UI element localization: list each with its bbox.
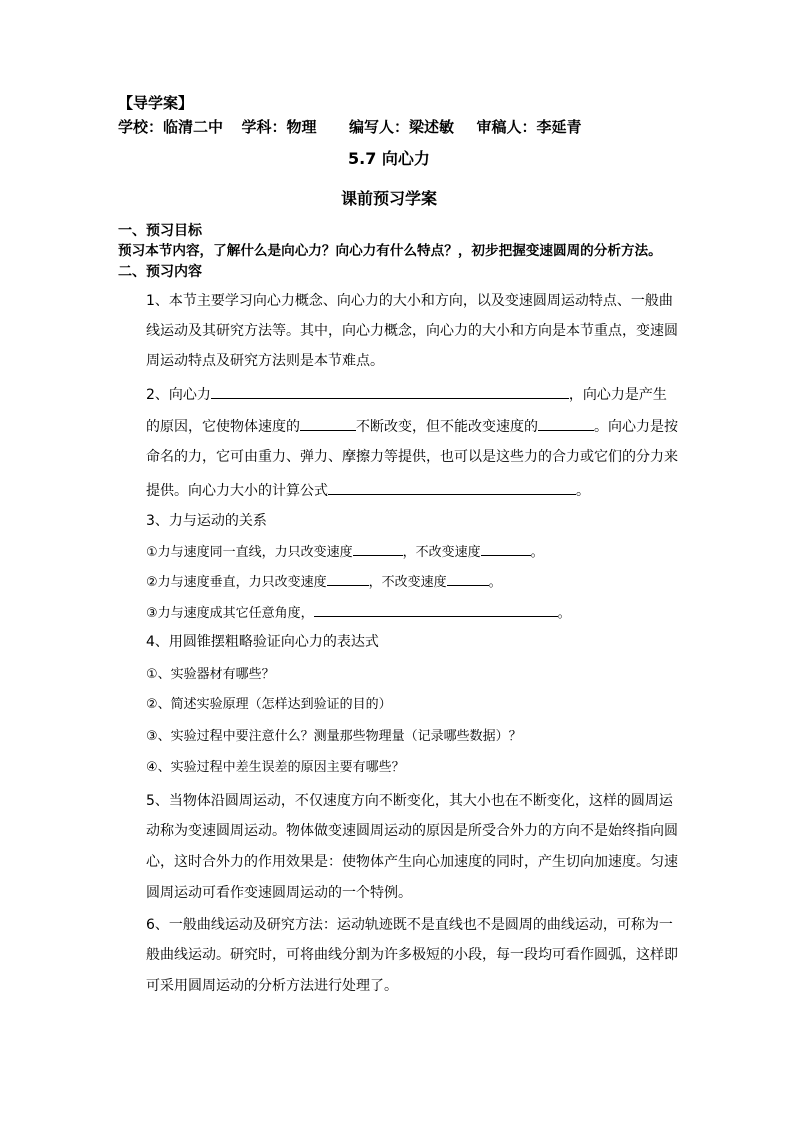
school-label: 学校：临清二中 bbox=[118, 118, 224, 136]
p3-item3 bbox=[146, 602, 571, 623]
p3-text: ②力与速度垂直，力只改变速度 bbox=[146, 575, 327, 590]
blank-field[interactable] bbox=[538, 416, 594, 431]
p2-text: 不断改变，但不能改变速度的 bbox=[356, 419, 538, 435]
blank-field[interactable] bbox=[327, 571, 369, 586]
sec1-heading: 一、预习目标 bbox=[118, 223, 202, 239]
p2-text: 。 bbox=[576, 483, 590, 499]
blank-field[interactable] bbox=[328, 480, 576, 495]
p5-line1: 5、当物体沿圆周运动，不仅速度方向不断变化，其大小也在不断变化，这样的圆周运 bbox=[146, 793, 673, 809]
p3-text: 。 bbox=[557, 606, 571, 621]
sec2-heading: 二、预习内容 bbox=[118, 264, 202, 280]
blank-field[interactable] bbox=[447, 571, 489, 586]
p3-item1 bbox=[146, 541, 544, 562]
p5-line2: 动称为变速圆周运动。物体做变速圆周运动的原因是所受合外力的方向不是始终指向圆 bbox=[146, 823, 678, 839]
lesson-title: 5.7 向心力 bbox=[348, 149, 430, 168]
author-label: 编写人：梁述敏 bbox=[348, 118, 454, 136]
sec1-text: 预习本节内容，了解什么是向心力？向心力有什么特点？，初步把握变速圆周的分析方法。 bbox=[118, 243, 662, 259]
blank-field[interactable] bbox=[300, 416, 356, 431]
guide-tag: 【导学案】 bbox=[118, 94, 194, 112]
p1-line3: 周运动特点及研究方法则是本节难点。 bbox=[146, 353, 384, 369]
p5-line4: 圆周运动可看作变速圆周运动的一个特例。 bbox=[146, 885, 412, 901]
p2-line2 bbox=[146, 416, 678, 436]
p2-line4 bbox=[146, 480, 590, 500]
p4-question3: ③、实验过程中要注意什么？测量那些物理量（记录哪些数据）？ bbox=[146, 729, 522, 744]
blank-field[interactable] bbox=[211, 384, 569, 399]
blank-field[interactable] bbox=[314, 602, 558, 617]
p6-line2: 般曲线运动。研究时，可将曲线分割为许多极短的小段，每一段均可看作圆弧，这样即 bbox=[146, 947, 678, 963]
p2-text: 2、向心力 bbox=[146, 387, 211, 403]
p1-line2: 线运动及其研究方法等。其中，向心力概念，向心力的大小和方向是本节重点，变速圆 bbox=[146, 323, 678, 339]
p3-item2 bbox=[146, 571, 502, 592]
p2-text: 的原因，它使物体速度的 bbox=[146, 419, 300, 435]
p3-text: 。 bbox=[530, 545, 544, 560]
p4-question2: ②、简述实验原理（怎样达到验证的目的） bbox=[146, 697, 392, 712]
p1-line1: 1、本节主要学习向心力概念、向心力的大小和方向，以及变速圆周运动特点、一般曲 bbox=[146, 293, 673, 309]
p2-text: ，向心力是产生 bbox=[568, 387, 667, 403]
reviewer-label: 审稿人：李延青 bbox=[476, 118, 582, 136]
header-info-line bbox=[118, 118, 581, 136]
p6-line3: 可采用圆周运动的分析方法进行处理了。 bbox=[146, 978, 398, 994]
p5-line3: 心，这时合外力的作用效果是：使物体产生向心加速度的同时，产生切向加速度。匀速 bbox=[146, 854, 678, 870]
p2-line1 bbox=[146, 384, 667, 404]
p2-text: 。向心力是按 bbox=[594, 419, 678, 435]
blank-field[interactable] bbox=[353, 541, 403, 556]
p4-question1: ①、实验器材有哪些？ bbox=[146, 667, 275, 682]
p3-text: 。 bbox=[488, 575, 502, 590]
p3-text: ①力与速度同一直线，力只改变速度 bbox=[146, 545, 353, 560]
blank-field[interactable] bbox=[481, 541, 531, 556]
p3-text: ，不改变速度 bbox=[402, 545, 481, 560]
p2-text: 提供。向心力大小的计算公式 bbox=[146, 483, 328, 499]
p3-heading: 3、力与运动的关系 bbox=[146, 513, 267, 529]
p4-heading: 4、用圆锥摆粗略验证向心力的表达式 bbox=[146, 634, 379, 650]
subject-label: 学科：物理 bbox=[241, 118, 317, 136]
p3-text: ③力与速度成其它任意角度， bbox=[146, 606, 314, 621]
section-subtitle: 课前预习学案 bbox=[341, 189, 438, 208]
p4-question4: ④、实验过程中差生误差的原因主要有哪些？ bbox=[146, 760, 405, 775]
p3-text: ，不改变速度 bbox=[368, 575, 447, 590]
p6-line1: 6、一般曲线运动及研究方法：运动轨迹既不是直线也不是圆周的曲线运动，可称为一 bbox=[146, 917, 673, 933]
p2-line3: 命名的力，它可由重力、弹力、摩擦力等提供，也可以是这些力的合力或它们的分力来 bbox=[146, 449, 678, 465]
